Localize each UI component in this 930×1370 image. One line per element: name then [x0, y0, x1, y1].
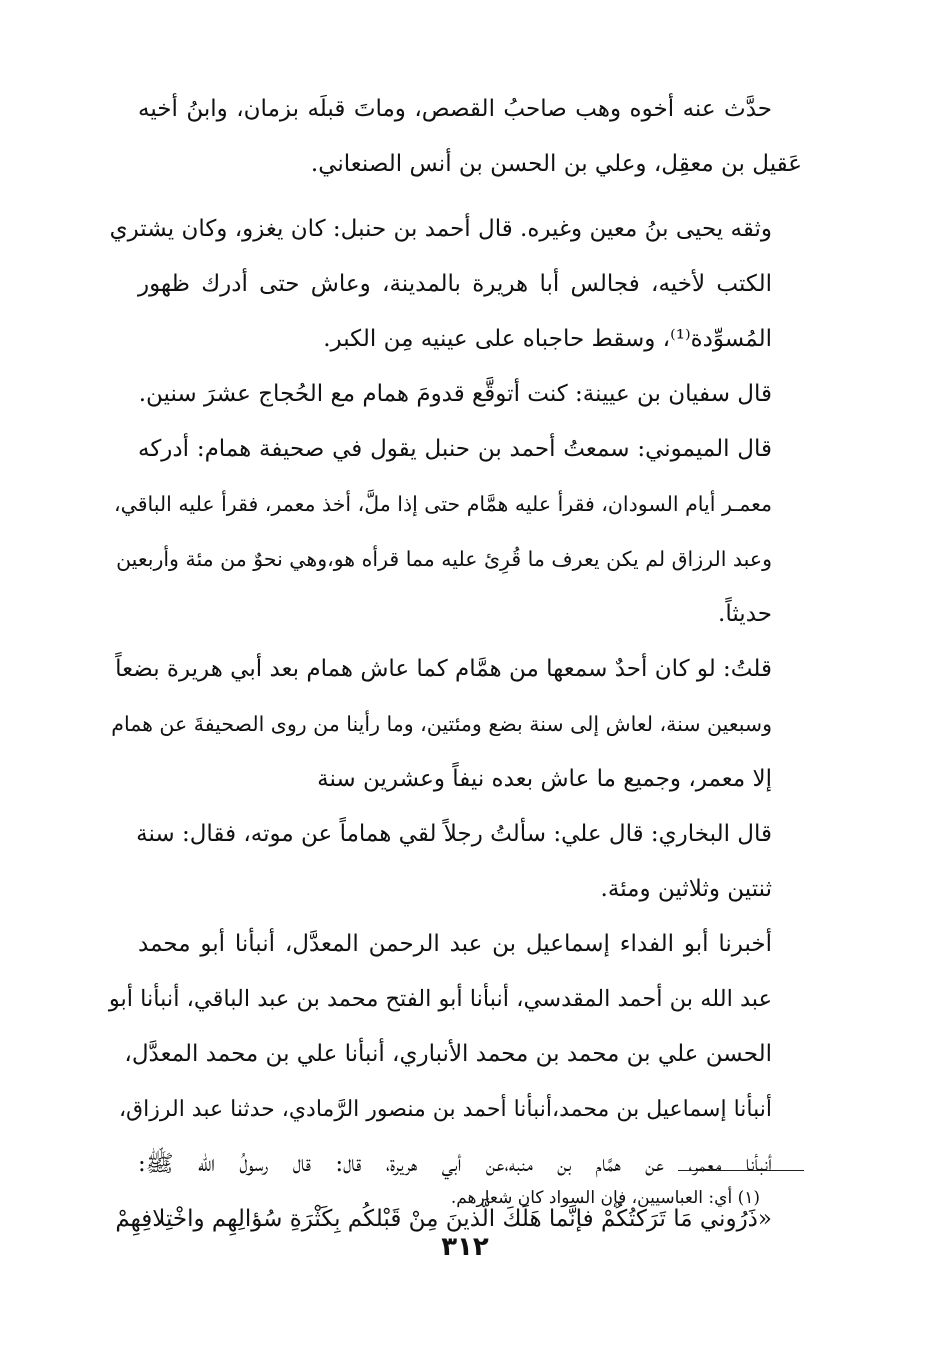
text-line: أنبأنا معمر، عن همَّام بن منبه،عن أبي هريرة، قال: قال رسولُ الله ﷺ:	[138, 1151, 772, 1177]
text-line: إلا معمر، وجميع ما عاش بعده نيفاً وعشرين سنة	[317, 766, 772, 792]
paragraph	[111, 642, 802, 807]
footnote: (١) أي: العباسيين، فإن السواد كان شعارهم.	[450, 1188, 760, 1208]
text-line: وعبد الرزاق لم يكن يعرف ما قُرِئ عليه مما قرأه هو،وهي نحوٌ من مئة وأربعين	[116, 547, 772, 571]
page-number: ٣١٢	[441, 1232, 489, 1262]
text-line: قلتُ: لو كان أحدٌ سمعها من همَّام كما عاش همام بعد أبي هريرة بضعاً	[115, 656, 772, 682]
text-line: قال البخاري: قال علي: سألتُ رجلاً لقي هماماً عن موته، فقال: سنة	[136, 821, 772, 847]
footnote-divider	[678, 1170, 804, 1171]
text-line: المُسوِّدة⁽¹⁾، وسقط حاجباه على عينيه مِن الكبر.	[323, 326, 772, 352]
text-line: معمـر أيام السودان، فقرأ عليه همَّام حتى إذا ملَّ، أخذ معمر، فقرأ عليه الباقي،	[114, 492, 772, 516]
paragraph	[138, 367, 802, 422]
text-line: ثنتين وثلاثين ومئة.	[600, 876, 772, 902]
text-line: أخبرنا أبو الفداء إسماعيل بن عبد الرحمن المعدَّل، أنبأنا أبو محمد	[138, 931, 772, 957]
text-line: حدَّث عنه أخوه وهب صاحبُ القصص، وماتَ قبلَه بزمان، وابنُ أخيه	[138, 96, 772, 122]
text-line: عبد الله بن أحمد المقدسي، أنبأنا أبو الفتح محمد بن عبد الباقي، أنبأنا أبو	[108, 986, 772, 1012]
paragraph	[114, 422, 802, 642]
main-text	[108, 82, 802, 1247]
text-line: «ذَرُوني مَا تَرَكتُكُمْ فإنَّما هَلَكَ الَّذينَ مِنْ قَبْلكُم بِكَثْرَةِ سُؤالِهِم واخْتِلافِهِمْ	[115, 1206, 772, 1232]
text-line: وثقه يحيى بنُ معين وغيره. قال أحمد بن حنبل: كان يغزو، وكان يشتري	[109, 216, 772, 242]
text-line: الكتب لأخيه، فجالس أبا هريرة بالمدينة، وعاش حتى أدرك ظهور	[138, 271, 772, 297]
text-line: عَقيل بن معقِل، وعلي بن الحسن بن أنس الصنعاني.	[310, 151, 802, 177]
text-line: حديثاً.	[718, 601, 772, 627]
text-line: الحسن علي بن محمد بن محمد الأنباري، أنبأنا علي بن محمد المعدَّل،	[124, 1041, 772, 1067]
text-line: أنبأنا إسماعيل بن محمد،أنبأنا أحمد بن منصور الرَّمادي، حدثنا عبد الرزاق،	[118, 1097, 772, 1122]
text-line: قال سفيان بن عيينة: كنت أتوقَّع قدومَ همام مع الحُجاج عشرَ سنين.	[138, 381, 772, 407]
paragraph	[138, 807, 802, 917]
text-line: قال الميموني: سمعتُ أحمد بن حنبل يقول في صحيفة همام: أدركه	[138, 436, 772, 462]
paragraph	[109, 202, 802, 367]
paragraph	[138, 82, 802, 192]
text-line: وسبعين سنة، لعاش إلى سنة بضع ومئتين، وما رأينا من روى الصحيفةَ عن همام	[111, 712, 772, 736]
